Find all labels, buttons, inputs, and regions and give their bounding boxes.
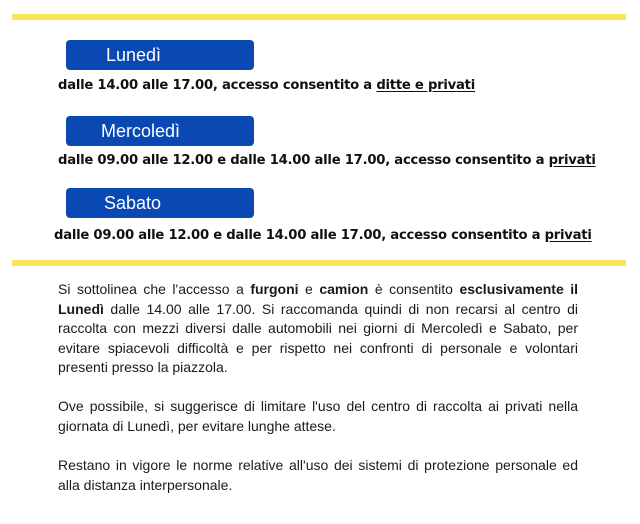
hours-sabato: dalle 09.00 alle 12.00 e dalle 14.00 alle 17.00, accesso consentito a privati <box>54 228 592 243</box>
access-type: privati <box>544 228 592 243</box>
day-label-mercoledi <box>66 116 254 146</box>
hours-mercoledi: dalle 09.00 alle 12.00 e dalle 14.00 alle 17.00, accesso consentito a privati <box>58 153 596 168</box>
access-type: ditte e privati <box>376 78 475 93</box>
day-label-sabato <box>66 188 254 218</box>
note-paragraph-1: Si sottolinea che l'accesso a furgoni e camion è consentito esclusivamente il Lunedì dalle 14.00 alle 17.00. Si raccomanda quindi di non recarsi al centro di raccolta con mezzi diversi dalle automobili nei giorni di Mercoledì e Sabato, per evitare spiacevoli difficoltà e per rispetto nei confronti di personale e volontari presenti presso la piazzola. <box>58 281 579 376</box>
middle-divider <box>12 260 626 266</box>
hours-lunedi: dalle 14.00 alle 17.00, accesso consentito a ditte e privati <box>58 78 475 93</box>
note-paragraph-3: Restano in vigore le norme relative all'uso dei sistemi di protezione personale ed alla distanza interpersonale. <box>58 457 578 493</box>
day-label-lunedi <box>66 40 254 70</box>
day-label-text: Sabato <box>104 193 162 213</box>
top-divider <box>12 14 626 20</box>
day-label-text: Lunedì <box>106 45 162 65</box>
day-label-text: Mercoledì <box>101 121 181 141</box>
note-paragraph-2: Ove possibile, si suggerisce di limitare l'uso del centro di raccolta ai privati nella giornata di Lunedì, per evitare lunghe attese. <box>58 398 578 434</box>
access-type: privati <box>548 153 596 168</box>
